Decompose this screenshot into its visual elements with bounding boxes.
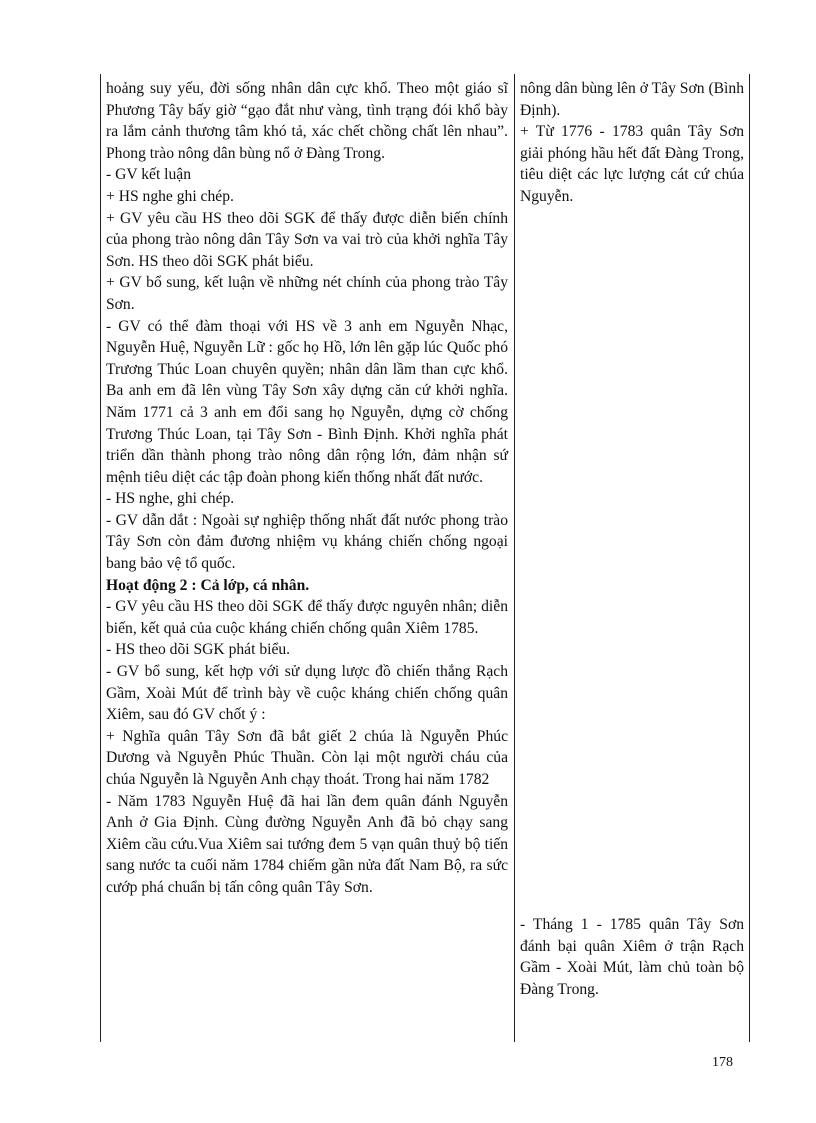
- paragraph: nông dân bùng lên ở Tây Sơn (Bình Định).: [520, 80, 744, 119]
- paragraph: - GV yêu cầu HS theo dõi SGK để thấy được nguyên nhân; diễn biến, kết quả của cuộc kháng chiến chống quân Xiêm 1785.: [106, 598, 508, 637]
- left-border: [100, 74, 101, 1042]
- paragraph: - HS theo dõi SGK phát biểu.: [106, 641, 291, 659]
- paragraph: hoảng suy yếu, đời sống nhân dân cực khổ. Theo một giáo sĩ Phương Tây bấy giờ “gạo đắt như vàng, tình trạng đói khổ bày ra lắm cảnh thương tâm khó tả, xác chết chồng chất lên nhau”. Phong trào nông dân bùng nổ ở Đàng Trong.: [106, 80, 508, 162]
- right-border: [749, 74, 750, 1042]
- activity-heading: Hoạt động 2 : Cả lớp, cá nhân.: [106, 576, 310, 594]
- paragraph: + Nghĩa quân Tây Sơn đã bắt giết 2 chúa là Nguyễn Phúc Dương và Nguyễn Phúc Thuần. Còn lại một người cháu của chúa Nguyễn là Nguyễn Anh chạy thoát. Trong hai năm 1782: [106, 727, 508, 788]
- paragraph: + Từ 1776 - 1783 quân Tây Sơn giải phóng hầu hết đất Đàng Trong, tiêu diệt các lực lượng cát cứ chúa Nguyễn.: [520, 123, 744, 205]
- paragraph: - GV kết luận: [106, 166, 192, 184]
- column-divider: [514, 74, 515, 1042]
- page-number: 178: [712, 1055, 733, 1070]
- paragraph: + HS nghe ghi chép.: [106, 187, 234, 205]
- paragraph: - GV bổ sung, kết hợp với sử dụng lược đồ chiến thắng Rạch Gầm, Xoài Mút để trình bày về cuộc kháng chiến chống quân Xiêm, sau đó GV chốt ý :: [106, 663, 508, 724]
- knowledge-column: [520, 78, 744, 208]
- paragraph: - Tháng 1 - 1785 quân Tây Sơn đánh bại quân Xiêm ở trận Rạch Gầm - Xoài Mút, làm chủ toàn bộ Đàng Trong.: [520, 916, 744, 998]
- activities-column: [106, 78, 508, 899]
- paragraph: + GV yêu cầu HS theo dõi SGK để thấy được diễn biến chính của phong trào nông dân Tây Sơn va vai trò của khởi nghĩa Tây Sơn. HS theo dõi SGK phát biểu.: [106, 209, 508, 270]
- paragraph: - GV có thể đàm thoại với HS về 3 anh em Nguyễn Nhạc, Nguyễn Huệ, Nguyễn Lữ : gốc họ Hồ, lớn lên gặp lúc Quốc phó Trương Thúc Loan chuyên quyền; nhân dân lầm than cực khổ. Ba anh em đã lên vùng Tây Sơn xây dựng căn cứ khởi nghĩa. Năm 1771 cả 3 anh em đổi sang họ Nguyễn, dựng cờ chống Trương Thúc Loan, tại Tây Sơn - Bình Định. Khởi nghĩa phát triển dần thành phong trào nông dân rộng lớn, đảm nhận sứ mệnh tiêu diệt các tập đoàn phong kiến thống nhất đất nước.: [106, 317, 508, 486]
- paragraph: - HS nghe, ghi chép.: [106, 490, 235, 508]
- knowledge-column-bottom: [520, 914, 744, 1000]
- paragraph: - Năm 1783 Nguyễn Huệ đã hai lần đem quân đánh Nguyễn Anh ở Gia Định. Cùng đường Nguyễn Anh đã bỏ chạy sang Xiêm cầu cứu.Vua Xiêm sai tướng đem 5 vạn quân thuỷ bộ tiến sang nước ta cuối năm 1784 chiếm gần nửa đất Nam Bộ, ra sức cướp phá chuẩn bị tấn công quân Tây Sơn.: [106, 792, 508, 896]
- paragraph: - GV dẫn dắt : Ngoài sự nghiệp thống nhất đất nước phong trào Tây Sơn còn đảm đương nhiệm vụ kháng chiến chống ngoại bang bảo vệ tổ quốc.: [106, 511, 508, 573]
- content-table: [100, 74, 750, 1042]
- paragraph: + GV bổ sung, kết luận về những nét chính của phong trào Tây Sơn.: [106, 274, 508, 313]
